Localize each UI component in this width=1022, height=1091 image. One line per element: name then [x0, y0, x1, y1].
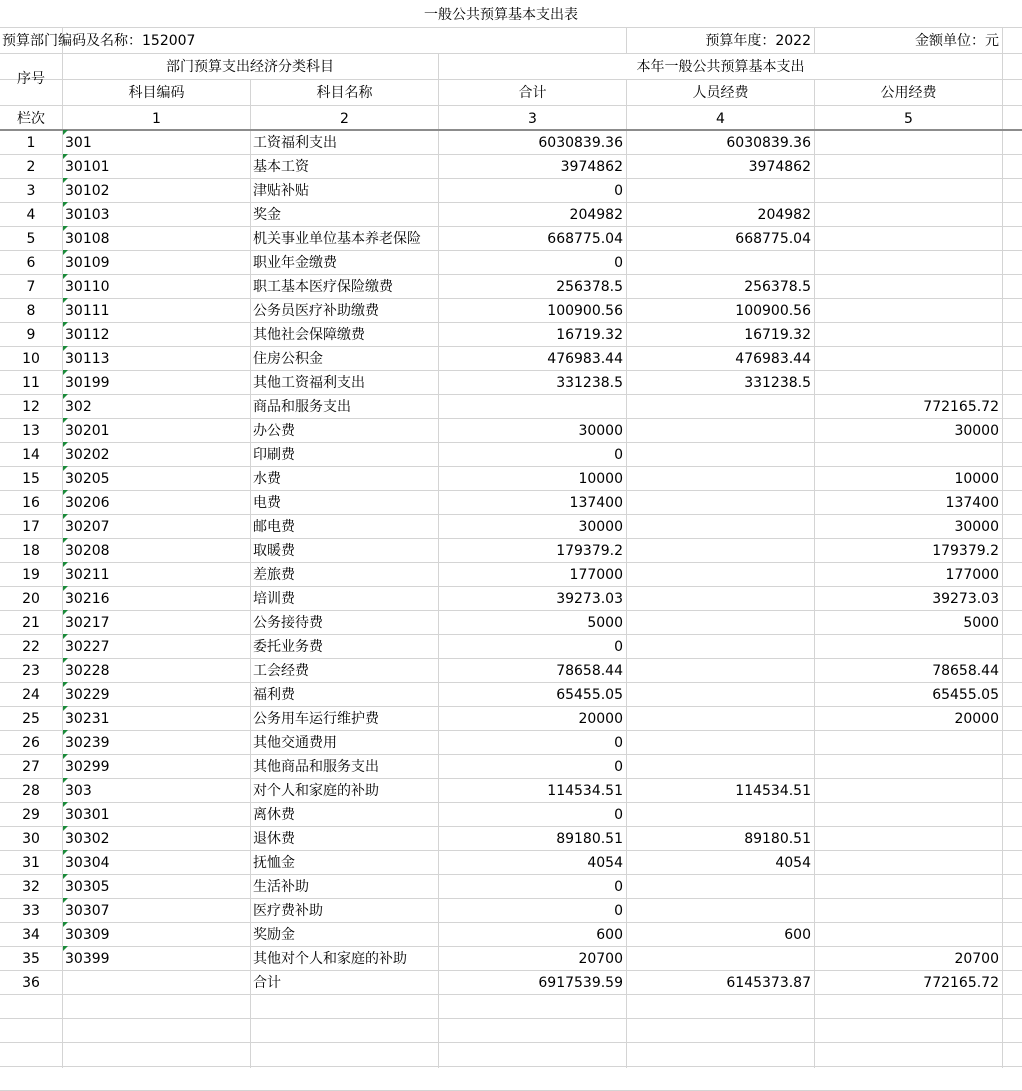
cell-personnel[interactable]	[627, 179, 814, 203]
cell-public[interactable]	[815, 827, 1002, 851]
cell-code[interactable]: 30211	[65, 567, 110, 583]
cell-name[interactable]: 津贴补贴	[253, 183, 309, 199]
cell-personnel[interactable]: 204982	[757, 207, 811, 223]
cell-public[interactable]: 30000	[954, 519, 999, 535]
text-number-indicator-icon	[63, 874, 68, 879]
cell-total[interactable]: 0	[614, 879, 623, 895]
text-number-indicator-icon	[63, 730, 68, 735]
cell-total[interactable]: 256378.5	[556, 279, 623, 295]
cell-public[interactable]	[815, 803, 1002, 827]
sheet-title[interactable]: 一般公共预算基本支出表	[424, 7, 578, 23]
text-number-indicator-icon	[63, 226, 68, 231]
cell-total[interactable]: 16719.32	[556, 327, 623, 343]
cell-code[interactable]: 30216	[65, 591, 110, 607]
cell-total[interactable]: 600	[596, 927, 623, 943]
text-number-indicator-icon	[63, 322, 68, 327]
cell-total[interactable]: 3974862	[560, 159, 623, 175]
cell-name[interactable]: 奖励金	[253, 927, 295, 943]
cell-name[interactable]: 委托业务费	[253, 639, 323, 655]
cell-seq[interactable]: 8	[26, 303, 36, 319]
text-number-indicator-icon	[63, 370, 68, 375]
cell-seq[interactable]: 10	[22, 351, 40, 367]
cell-name[interactable]: 工资福利支出	[253, 135, 337, 151]
text-number-indicator-icon	[63, 802, 68, 807]
cell-code[interactable]: 30299	[65, 759, 110, 775]
gridline-h-row-38	[0, 1042, 1022, 1043]
cell-name[interactable]: 其他社会保障缴费	[253, 327, 365, 343]
cell-public[interactable]	[815, 155, 1002, 179]
cell-personnel[interactable]	[627, 419, 814, 443]
cell-public[interactable]	[815, 347, 1002, 371]
cell-name[interactable]: 办公费	[253, 423, 295, 439]
cell-personnel[interactable]	[627, 611, 814, 635]
cell-code[interactable]: 30207	[65, 519, 110, 535]
cell-total[interactable]: 100900.56	[547, 303, 623, 319]
cell-code[interactable]: 30239	[65, 735, 110, 751]
text-number-indicator-icon	[63, 178, 68, 183]
cell-personnel[interactable]	[627, 539, 814, 563]
cell-total[interactable]: 30000	[578, 423, 623, 439]
cell-total[interactable]: 0	[614, 735, 623, 751]
cell-name[interactable]: 离休费	[253, 807, 295, 823]
header-code[interactable]: 科目编码	[128, 85, 185, 101]
cell-total[interactable]	[439, 395, 626, 419]
cell-personnel[interactable]: 4054	[775, 855, 811, 871]
cell-name[interactable]: 电费	[253, 495, 281, 511]
cell-public[interactable]: 20700	[954, 951, 999, 967]
cell-seq[interactable]: 5	[26, 231, 36, 247]
cell-code[interactable]: 30199	[65, 375, 110, 391]
cell-public[interactable]: 5000	[963, 615, 999, 631]
cell-personnel[interactable]: 476983.44	[735, 351, 811, 367]
text-number-indicator-icon	[63, 418, 68, 423]
cell-total[interactable]: 0	[614, 903, 623, 919]
cell-seq[interactable]: 25	[22, 711, 40, 727]
cell-code[interactable]: 30110	[65, 279, 110, 295]
header-category-group[interactable]: 部门预算支出经济分类科目	[166, 59, 334, 75]
cell-personnel[interactable]	[627, 491, 814, 515]
cell-code[interactable]: 30208	[65, 543, 110, 559]
cell-total[interactable]: 114534.51	[547, 783, 623, 799]
cell-name[interactable]: 公务员医疗补助缴费	[253, 303, 379, 319]
cell-personnel[interactable]: 89180.51	[744, 831, 811, 847]
cell-personnel[interactable]: 100900.56	[735, 303, 811, 319]
cell-personnel[interactable]: 668775.04	[735, 231, 811, 247]
cell-name[interactable]: 工会经费	[253, 663, 309, 679]
text-number-indicator-icon	[63, 586, 68, 591]
cell-personnel[interactable]: 6145373.87	[726, 975, 811, 991]
cell-total[interactable]: 78658.44	[556, 663, 623, 679]
cell-total[interactable]: 6030839.36	[538, 135, 623, 151]
cell-name[interactable]: 职业年金缴费	[253, 255, 337, 271]
cell-code[interactable]: 301	[65, 135, 92, 151]
cell-public[interactable]	[815, 875, 1002, 899]
text-number-indicator-icon	[63, 922, 68, 927]
cell-name[interactable]: 培训费	[253, 591, 295, 607]
text-number-indicator-icon	[63, 154, 68, 159]
cell-total[interactable]: 204982	[569, 207, 623, 223]
cell-code[interactable]: 30206	[65, 495, 110, 511]
text-number-indicator-icon	[63, 202, 68, 207]
cell-code[interactable]: 30217	[65, 615, 110, 631]
cell-total[interactable]: 30000	[578, 519, 623, 535]
cell-name[interactable]: 印刷费	[253, 447, 295, 463]
cell-public[interactable]: 39273.03	[932, 591, 999, 607]
cell-public[interactable]: 772165.72	[923, 975, 999, 991]
text-number-indicator-icon	[63, 898, 68, 903]
cell-code[interactable]: 30113	[65, 351, 110, 367]
cell-seq[interactable]: 29	[22, 807, 40, 823]
text-number-indicator-icon	[63, 490, 68, 495]
text-number-indicator-icon	[63, 130, 68, 135]
cell-personnel[interactable]	[627, 947, 814, 971]
cell-seq[interactable]: 16	[22, 495, 40, 511]
cell-code[interactable]: 30231	[65, 711, 110, 727]
cell-public[interactable]	[815, 323, 1002, 347]
cell-personnel[interactable]	[627, 587, 814, 611]
cell-total[interactable]: 20000	[578, 711, 623, 727]
cell-code[interactable]: 30205	[65, 471, 110, 487]
cell-seq[interactable]: 31	[22, 855, 40, 871]
header-public[interactable]: 公用经费	[880, 85, 937, 101]
cell-total[interactable]: 5000	[587, 615, 623, 631]
cell-name[interactable]: 差旅费	[253, 567, 295, 583]
cell-name[interactable]: 商品和服务支出	[253, 399, 351, 415]
cell-total[interactable]: 0	[614, 639, 623, 655]
cell-name[interactable]: 抚恤金	[253, 855, 295, 871]
cell-seq[interactable]: 19	[22, 567, 40, 583]
cell-seq[interactable]: 9	[26, 327, 36, 343]
cell-personnel[interactable]	[627, 755, 814, 779]
cell-seq[interactable]: 18	[22, 543, 40, 559]
cell-code[interactable]: 30101	[65, 159, 110, 175]
cell-code[interactable]: 30399	[65, 951, 110, 967]
cell-seq[interactable]: 3	[26, 183, 36, 199]
text-number-indicator-icon	[63, 850, 68, 855]
cell-name[interactable]: 福利费	[253, 687, 295, 703]
cell-public[interactable]: 30000	[954, 423, 999, 439]
cell-public[interactable]: 78658.44	[932, 663, 999, 679]
cell-personnel[interactable]	[627, 515, 814, 539]
text-number-indicator-icon	[63, 298, 68, 303]
cell-total[interactable]: 10000	[578, 471, 623, 487]
cell-code[interactable]: 30309	[65, 927, 110, 943]
header-seq[interactable]: 序号	[17, 71, 45, 87]
cell-total[interactable]: 476983.44	[547, 351, 623, 367]
cell-personnel[interactable]	[627, 443, 814, 467]
cell-name[interactable]: 医疗费补助	[253, 903, 323, 919]
cell-code[interactable]: 30302	[65, 831, 110, 847]
cell-total[interactable]: 89180.51	[556, 831, 623, 847]
cell-code[interactable]: 30228	[65, 663, 110, 679]
index-row-col3[interactable]: 3	[528, 111, 537, 127]
cell-seq[interactable]: 20	[22, 591, 40, 607]
cell-personnel[interactable]: 3974862	[748, 159, 811, 175]
cell-seq[interactable]: 7	[26, 279, 36, 295]
index-row-col1[interactable]: 1	[152, 111, 161, 127]
text-number-indicator-icon	[63, 946, 68, 951]
cell-seq[interactable]: 30	[22, 831, 40, 847]
cell-public[interactable]	[815, 923, 1002, 947]
cell-public[interactable]: 137400	[945, 495, 999, 511]
cell-personnel[interactable]	[627, 251, 814, 275]
cell-public[interactable]	[815, 899, 1002, 923]
cell-name[interactable]: 合计	[253, 975, 281, 991]
cell-name[interactable]: 职工基本医疗保险缴费	[253, 279, 393, 295]
cell-total[interactable]: 4054	[587, 855, 623, 871]
cell-personnel[interactable]	[627, 899, 814, 923]
cell-seq[interactable]: 33	[22, 903, 40, 919]
index-row-col4[interactable]: 4	[716, 111, 725, 127]
cell-public[interactable]: 20000	[954, 711, 999, 727]
index-row-col2[interactable]: 2	[340, 111, 349, 127]
dept-label[interactable]: 预算部门编码及名称：152007	[2, 33, 196, 49]
cell-code[interactable]: 30227	[65, 639, 110, 655]
cell-code[interactable]: 30229	[65, 687, 110, 703]
cell-seq[interactable]: 23	[22, 663, 40, 679]
cell-code[interactable]: 303	[65, 783, 92, 799]
cell-public[interactable]: 65455.05	[932, 687, 999, 703]
cell-public[interactable]	[815, 851, 1002, 875]
cell-name[interactable]: 生活补助	[253, 879, 309, 895]
header-total[interactable]: 合计	[518, 85, 547, 101]
cell-code[interactable]: 30109	[65, 255, 110, 271]
cell-personnel[interactable]	[627, 563, 814, 587]
cell-name[interactable]: 奖金	[253, 207, 281, 223]
cell-code[interactable]: 302	[65, 399, 92, 415]
cell-name[interactable]: 其他工资福利支出	[253, 375, 365, 391]
cell-name[interactable]: 退休费	[253, 831, 295, 847]
cell-seq[interactable]: 22	[22, 639, 40, 655]
cell-seq[interactable]: 21	[22, 615, 40, 631]
cell-personnel[interactable]	[627, 731, 814, 755]
cell-code[interactable]: 30307	[65, 903, 110, 919]
cell-public[interactable]	[815, 299, 1002, 323]
text-number-indicator-icon	[63, 826, 68, 831]
cell-total[interactable]: 0	[614, 807, 623, 823]
cell-total[interactable]: 331238.5	[556, 375, 623, 391]
cell-personnel[interactable]	[627, 803, 814, 827]
cell-code[interactable]	[63, 971, 250, 995]
cell-public[interactable]	[815, 131, 1002, 155]
text-number-indicator-icon	[63, 706, 68, 711]
cell-code[interactable]: 30202	[65, 447, 110, 463]
cell-total[interactable]: 668775.04	[547, 231, 623, 247]
cell-seq[interactable]: 27	[22, 759, 40, 775]
cell-total[interactable]: 0	[614, 183, 623, 199]
cell-public[interactable]	[815, 275, 1002, 299]
cell-seq[interactable]: 1	[26, 135, 36, 151]
cell-public[interactable]	[815, 203, 1002, 227]
cell-personnel[interactable]	[627, 395, 814, 419]
cell-seq[interactable]: 2	[26, 159, 36, 175]
index-row-col5[interactable]: 5	[904, 111, 913, 127]
cell-total[interactable]: 179379.2	[556, 543, 623, 559]
cell-code[interactable]: 30305	[65, 879, 110, 895]
gridline-v-6	[1002, 0, 1003, 1068]
text-number-indicator-icon	[63, 466, 68, 471]
cell-name[interactable]: 其他交通费用	[253, 735, 337, 751]
cell-public[interactable]: 10000	[954, 471, 999, 487]
text-number-indicator-icon	[63, 634, 68, 639]
cell-seq[interactable]: 11	[22, 375, 40, 391]
cell-personnel[interactable]: 114534.51	[735, 783, 811, 799]
cell-total[interactable]: 0	[614, 447, 623, 463]
cell-total[interactable]: 39273.03	[556, 591, 623, 607]
header-personnel[interactable]: 人员经费	[692, 85, 749, 101]
cell-personnel[interactable]	[627, 875, 814, 899]
cell-name[interactable]: 其他对个人和家庭的补助	[253, 951, 407, 967]
cell-code[interactable]: 30201	[65, 423, 110, 439]
cell-total[interactable]: 137400	[569, 495, 623, 511]
gridline-h-row-37	[0, 1018, 1022, 1019]
cell-personnel[interactable]	[627, 659, 814, 683]
cell-personnel[interactable]: 256378.5	[744, 279, 811, 295]
text-number-indicator-icon	[63, 514, 68, 519]
cell-name[interactable]: 住房公积金	[253, 351, 323, 367]
text-number-indicator-icon	[63, 250, 68, 255]
text-number-indicator-icon	[63, 682, 68, 687]
cell-name[interactable]: 机关事业单位基本养老保险	[253, 231, 421, 247]
cell-code[interactable]: 30103	[65, 207, 110, 223]
cell-public[interactable]: 177000	[945, 567, 999, 583]
cell-public[interactable]	[815, 731, 1002, 755]
cell-total[interactable]: 0	[614, 255, 623, 271]
cell-personnel[interactable]: 331238.5	[744, 375, 811, 391]
cell-code[interactable]: 30301	[65, 807, 110, 823]
cell-public[interactable]	[815, 371, 1002, 395]
cell-seq[interactable]: 13	[22, 423, 40, 439]
cell-name[interactable]: 邮电费	[253, 519, 295, 535]
cell-personnel[interactable]: 16719.32	[744, 327, 811, 343]
cell-total[interactable]: 20700	[578, 951, 623, 967]
cell-code[interactable]: 30304	[65, 855, 110, 871]
cell-name[interactable]: 公务用车运行维护费	[253, 711, 379, 727]
cell-personnel[interactable]: 6030839.36	[726, 135, 811, 151]
text-number-indicator-icon	[63, 778, 68, 783]
cell-name[interactable]: 其他商品和服务支出	[253, 759, 379, 775]
cell-personnel[interactable]	[627, 467, 814, 491]
cell-seq[interactable]: 24	[22, 687, 40, 703]
cell-public[interactable]	[815, 443, 1002, 467]
gridline-h-row-39	[0, 1066, 1022, 1067]
header-name[interactable]: 科目名称	[316, 85, 373, 101]
cell-seq[interactable]: 12	[22, 399, 40, 415]
cell-seq[interactable]: 6	[26, 255, 36, 271]
cell-public[interactable]	[815, 779, 1002, 803]
cell-code[interactable]: 30112	[65, 327, 110, 343]
cell-seq[interactable]: 17	[22, 519, 40, 535]
text-number-indicator-icon	[63, 562, 68, 567]
text-number-indicator-icon	[63, 538, 68, 543]
cell-seq[interactable]: 26	[22, 735, 40, 751]
cell-seq[interactable]: 15	[22, 471, 40, 487]
cell-code[interactable]: 30111	[65, 303, 110, 319]
text-number-indicator-icon	[63, 610, 68, 615]
cell-public[interactable]: 772165.72	[923, 399, 999, 415]
header-amount-group[interactable]: 本年一般公共预算基本支出	[636, 59, 805, 75]
cell-seq[interactable]: 35	[22, 951, 40, 967]
index-row-label[interactable]: 栏次	[17, 111, 45, 127]
cell-public[interactable]	[815, 635, 1002, 659]
text-number-indicator-icon	[63, 658, 68, 663]
unit-label[interactable]: 金额单位：元	[915, 33, 999, 49]
cell-code[interactable]: 30108	[65, 231, 110, 247]
text-number-indicator-icon	[63, 274, 68, 279]
text-number-indicator-icon	[63, 346, 68, 351]
cell-name[interactable]: 水费	[253, 471, 281, 487]
cell-seq[interactable]: 34	[22, 927, 40, 943]
cell-public[interactable]: 179379.2	[932, 543, 999, 559]
cell-code[interactable]: 30102	[65, 183, 110, 199]
cell-name[interactable]: 基本工资	[253, 159, 309, 175]
cell-public[interactable]	[815, 179, 1002, 203]
cell-seq[interactable]: 32	[22, 879, 40, 895]
cell-total[interactable]: 177000	[569, 567, 623, 583]
cell-total[interactable]: 6917539.59	[538, 975, 623, 991]
cell-total[interactable]: 65455.05	[556, 687, 623, 703]
cell-personnel[interactable]	[627, 683, 814, 707]
text-number-indicator-icon	[63, 754, 68, 759]
cell-name[interactable]: 取暖费	[253, 543, 295, 559]
text-number-indicator-icon	[63, 394, 68, 399]
cell-public[interactable]	[815, 227, 1002, 251]
cell-seq[interactable]: 14	[22, 447, 40, 463]
cell-total[interactable]: 0	[614, 759, 623, 775]
cell-seq[interactable]: 28	[22, 783, 40, 799]
cell-public[interactable]	[815, 251, 1002, 275]
year-label[interactable]: 预算年度：2022	[705, 33, 811, 49]
cell-public[interactable]	[815, 755, 1002, 779]
cell-seq[interactable]: 4	[26, 207, 36, 223]
text-number-indicator-icon	[63, 442, 68, 447]
cell-name[interactable]: 公务接待费	[253, 615, 323, 631]
cell-personnel[interactable]	[627, 707, 814, 731]
cell-name[interactable]: 对个人和家庭的补助	[253, 783, 379, 799]
cell-personnel[interactable]: 600	[784, 927, 811, 943]
cell-personnel[interactable]	[627, 635, 814, 659]
cell-seq[interactable]: 36	[22, 975, 40, 991]
